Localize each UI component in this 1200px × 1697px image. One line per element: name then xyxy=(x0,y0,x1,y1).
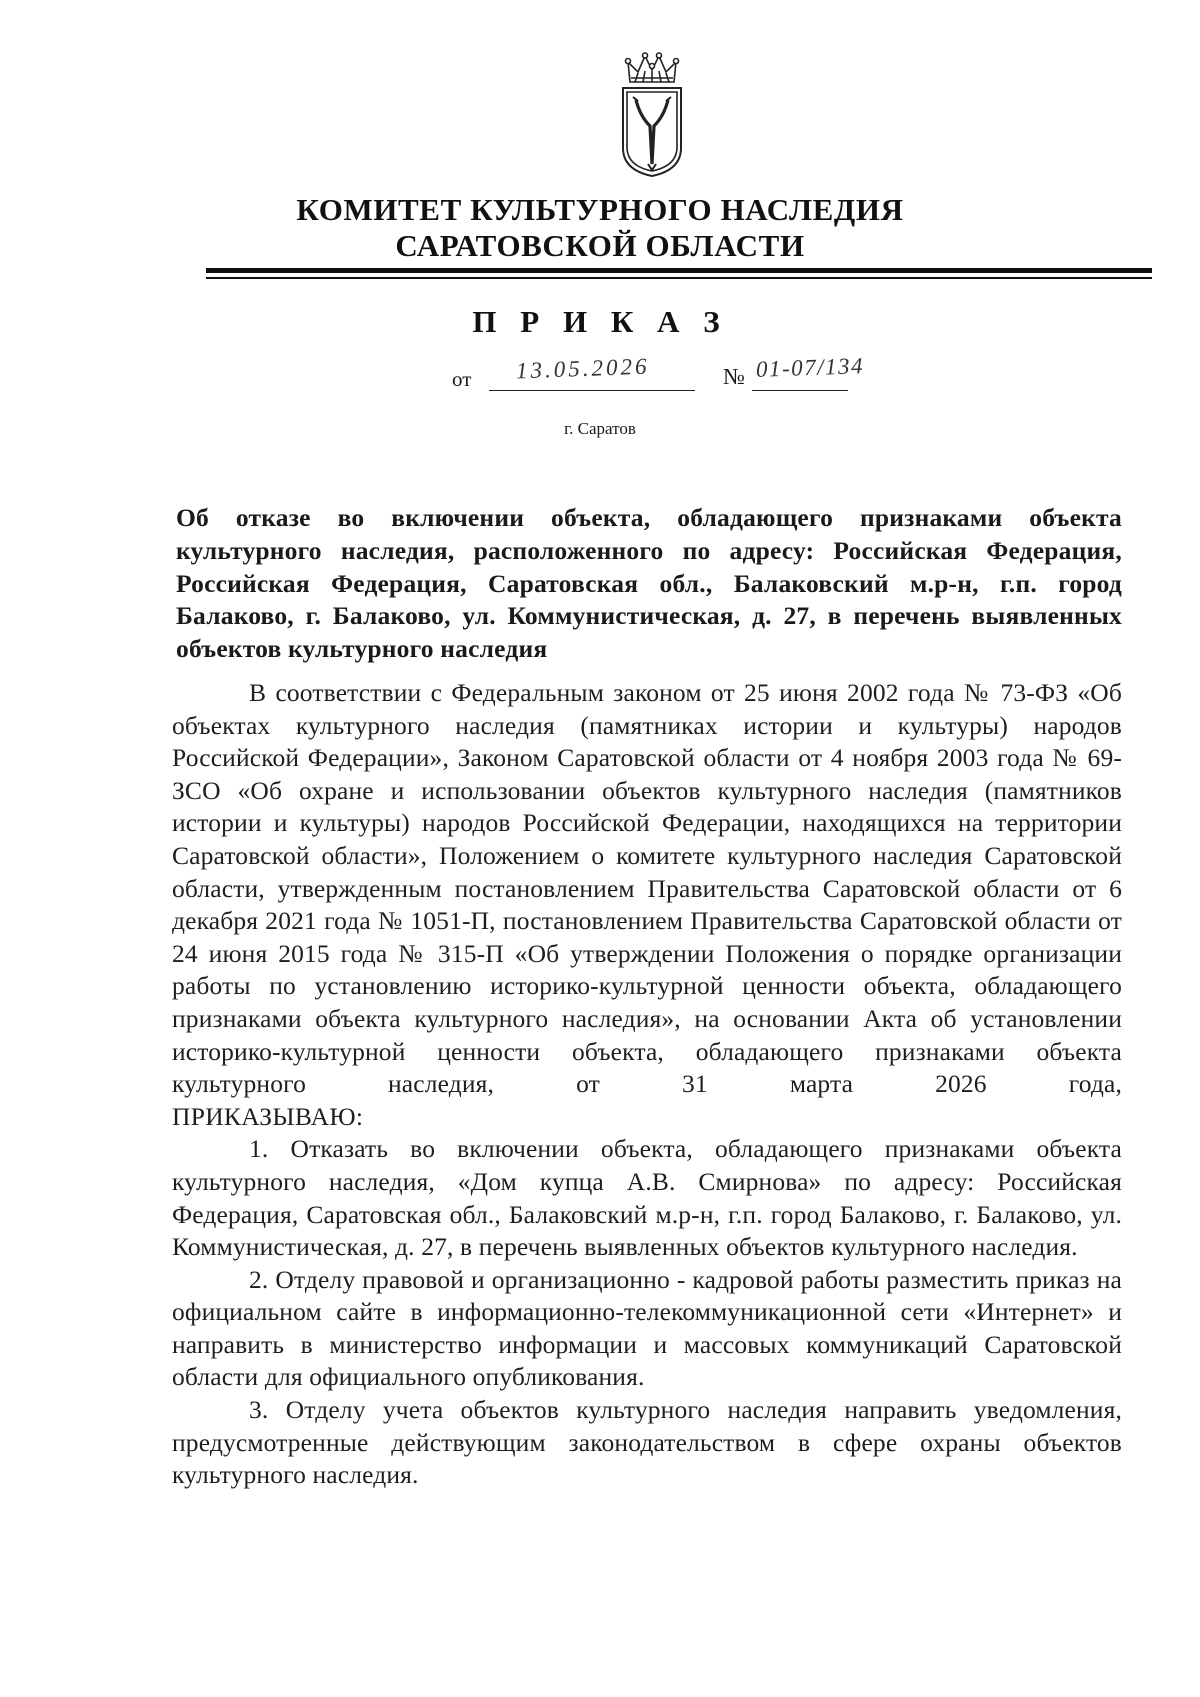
handwritten-date: 13.05.2026 xyxy=(515,353,650,384)
organization-name-line2: САРАТОВСКОЙ ОБЛАСТИ xyxy=(395,228,805,263)
header-divider-thick xyxy=(206,268,1152,273)
date-prefix-label: от xyxy=(452,367,472,391)
preamble-paragraph: В соответствии с Федеральным законом от 25 июня 2002 года № 73-ФЗ «Об объектах культурного наследия (памятниках истории и культуры) народов Российской Федерации», Законом Саратовской области от 4 ноября 2003 года № 69-ЗСО «Об охране и использовании объектов культурного наследия (памятников истории и культуры) народов Российской Федерации, находящихся на территории Саратовской области», Положением о комитете культурного наследия Саратовской области, утвержденным постановлением Правительства Саратовской области от 6 декабря 2021 года № 1051-П, постановлением Правительства Саратовской области от 24 июня 2015 года № 315-П «Об утверждении Положения о порядке организации работы по установлению историко-культурной ценности объекта, обладающего признаками объекта культурного наследия», на основании Акта об установлении историко-культурной ценности объекта, обладающего признаками объекта культурного наследия, от 31 марта 2026 года, xyxy=(172,678,1122,1099)
order-body xyxy=(172,677,1122,1492)
order-item-1: 1. Отказать во включении объекта, обладающего признаками объекта культурного наследия, «Дом купца А.В. Смирнова» по адресу: Российская Федерация, Саратовская обл., Балаковский м.р-н, г.п. город Балаково, г. Балаково, ул. Коммунистическая, д. 27, в перечень выявленных объектов культурного наследия. xyxy=(172,1134,1122,1262)
order-title: Об отказе во включении объекта, обладающего признаками объекта культурного наследия, расположенного по адресу: Российская Федерация, Российская Федерация, Саратовская обл., Балаковский м.р-н, г.п. город Балаково, г. Балаково, ул. Коммунистическая, д. 27, в перечень выявленных объектов культурного наследия xyxy=(176,503,1122,664)
city-label: г. Саратов xyxy=(564,419,636,438)
order-item-2: 2. Отделу правовой и организационно - кадровой работы разместить приказ на официальном сайте в информационно-телекоммуникационной сети «Интернет» и направить в министерство информации и массовых коммуникаций Саратовской области для официального опубликования. xyxy=(172,1264,1122,1392)
coat-of-arms-emblem xyxy=(618,52,686,180)
number-underline xyxy=(752,390,848,391)
organization-name-line1: КОМИТЕТ КУЛЬТУРНОГО НАСЛЕДИЯ xyxy=(296,192,904,227)
handwritten-number: 01-07/134 xyxy=(755,353,865,382)
number-label: № xyxy=(723,364,745,389)
order-item-3: 3. Отделу учета объектов культурного наследия направить уведомления, предусмотренные действующим законодательством в сфере охраны объектов культурного наследия. xyxy=(172,1395,1122,1490)
date-underline xyxy=(489,390,695,391)
document-type-heading: П Р И К А З xyxy=(472,304,728,339)
header-divider-thin xyxy=(206,277,1152,279)
directive-word: ПРИКАЗЫВАЮ: xyxy=(172,1101,364,1131)
